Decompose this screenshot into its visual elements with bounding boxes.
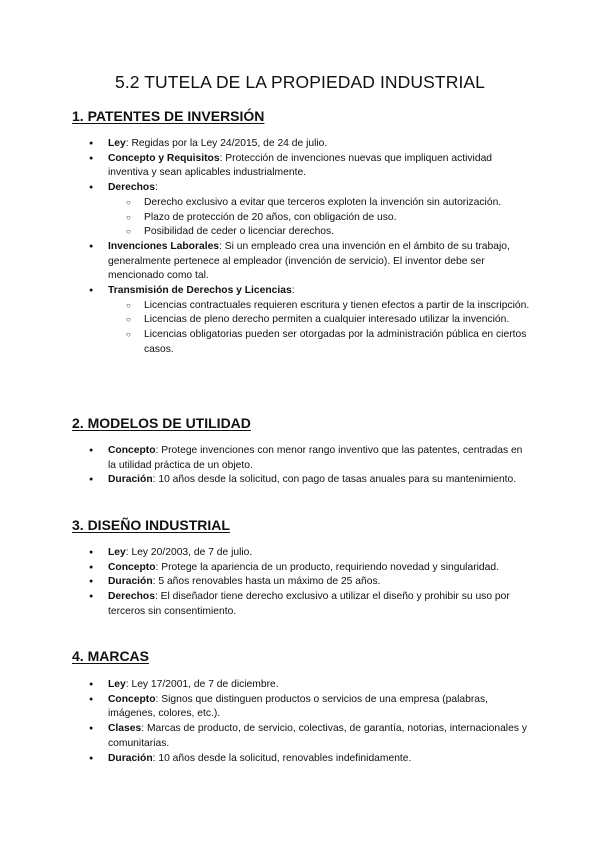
list-item: ● Derechos: El diseñador tiene derecho exclusivo a utilizar el diseño y prohibir su uso por terceros sin consentimiento.: [72, 590, 532, 619]
list-item: ● Ley: Ley 17/2001, de 7 de diciembre.: [72, 678, 532, 693]
sub-list-item: ○ Licencias de pleno derecho permiten a cualquier interesado utilizar la invención.: [108, 313, 532, 328]
list-item: ● Concepto: Protege invenciones con menor rango inventivo que las patentes, centradas en la utilidad práctica de un objeto.: [72, 444, 532, 473]
section-heading-diseno: 3. DISEÑO INDUSTRIAL: [72, 517, 230, 533]
list-item: ● Ley: Regidas por la Ley 24/2015, de 24 de julio.: [72, 137, 532, 152]
list-item: ● Ley: Ley 20/2003, de 7 de julio.: [72, 546, 532, 561]
sub-list: [108, 299, 532, 358]
sub-list-item: ○ Posibilidad de ceder o licenciar derechos.: [108, 225, 532, 240]
list-item: ● Duración: 10 años desde la solicitud, renovables indefinidamente.: [72, 752, 532, 767]
page-title: 5.2 TUTELA DE LA PROPIEDAD INDUSTRIAL: [114, 72, 486, 92]
section-list-modelos: [72, 444, 532, 488]
list-item: ● Duración: 10 años desde la solicitud, con pago de tasas anuales para su mantenimiento.: [72, 473, 532, 488]
section-list-marcas: [72, 678, 532, 766]
sub-list-item: ○ Derecho exclusivo a evitar que terceros exploten la invención sin autorización.: [108, 196, 532, 211]
list-item: ● Concepto: Protege la apariencia de un producto, requiriendo novedad y singularidad.: [72, 561, 532, 576]
sub-list-item: ○ Plazo de protección de 20 años, con obligación de uso.: [108, 211, 532, 226]
section-heading-patentes: 1. PATENTES DE INVERSIÓN: [72, 108, 265, 124]
sub-list-item: ○ Licencias obligatorias pueden ser otorgadas por la administración pública en ciertos casos.: [108, 328, 532, 357]
list-item: ● Transmisión de Derechos y Licencias: ○ Licencias contractuales requieren escritura y tienen efectos a partir de la inscripción. ○ Licencias de pleno derecho permiten a cualquier interesado utilizar la invención. ○ Licencias obligatorias pueden ser otorgadas por la administración pública en ciertos casos.: [72, 284, 532, 358]
sub-list: [108, 196, 532, 240]
list-item: ● Derechos: ○ Derecho exclusivo a evitar que terceros exploten la invención sin autorización. ○ Plazo de protección de 20 años, con obligación de uso. ○ Posibilidad de ceder o licenciar derechos.: [72, 181, 532, 240]
section-heading-marcas: 4. MARCAS: [72, 648, 150, 664]
list-item: ● Concepto y Requisitos: Protección de invenciones nuevas que impliquen actividad inventiva y sean aplicables industrialmente.: [72, 152, 532, 181]
section-list-patentes: [72, 137, 532, 358]
list-item: ● Concepto: Signos que distinguen productos o servicios de una empresa (palabras, imágenes, colores, etc.).: [72, 693, 532, 722]
section-heading-modelos: 2. MODELOS DE UTILIDAD: [72, 415, 251, 431]
list-item: ● Invenciones Laborales: Si un empleado crea una invención en el ámbito de su trabajo, generalmente pertenece al empleador (invención de servicio). El inventor debe ser mencionado como tal.: [72, 240, 532, 284]
section-list-diseno: [72, 546, 532, 620]
sub-list-item: ○ Licencias contractuales requieren escritura y tienen efectos a partir de la inscripción.: [108, 299, 532, 314]
list-item: ● Clases: Marcas de producto, de servicio, colectivas, de garantía, notorias, internacionales y comunitarias.: [72, 722, 532, 751]
list-item: ● Duración: 5 años renovables hasta un máximo de 25 años.: [72, 575, 532, 590]
